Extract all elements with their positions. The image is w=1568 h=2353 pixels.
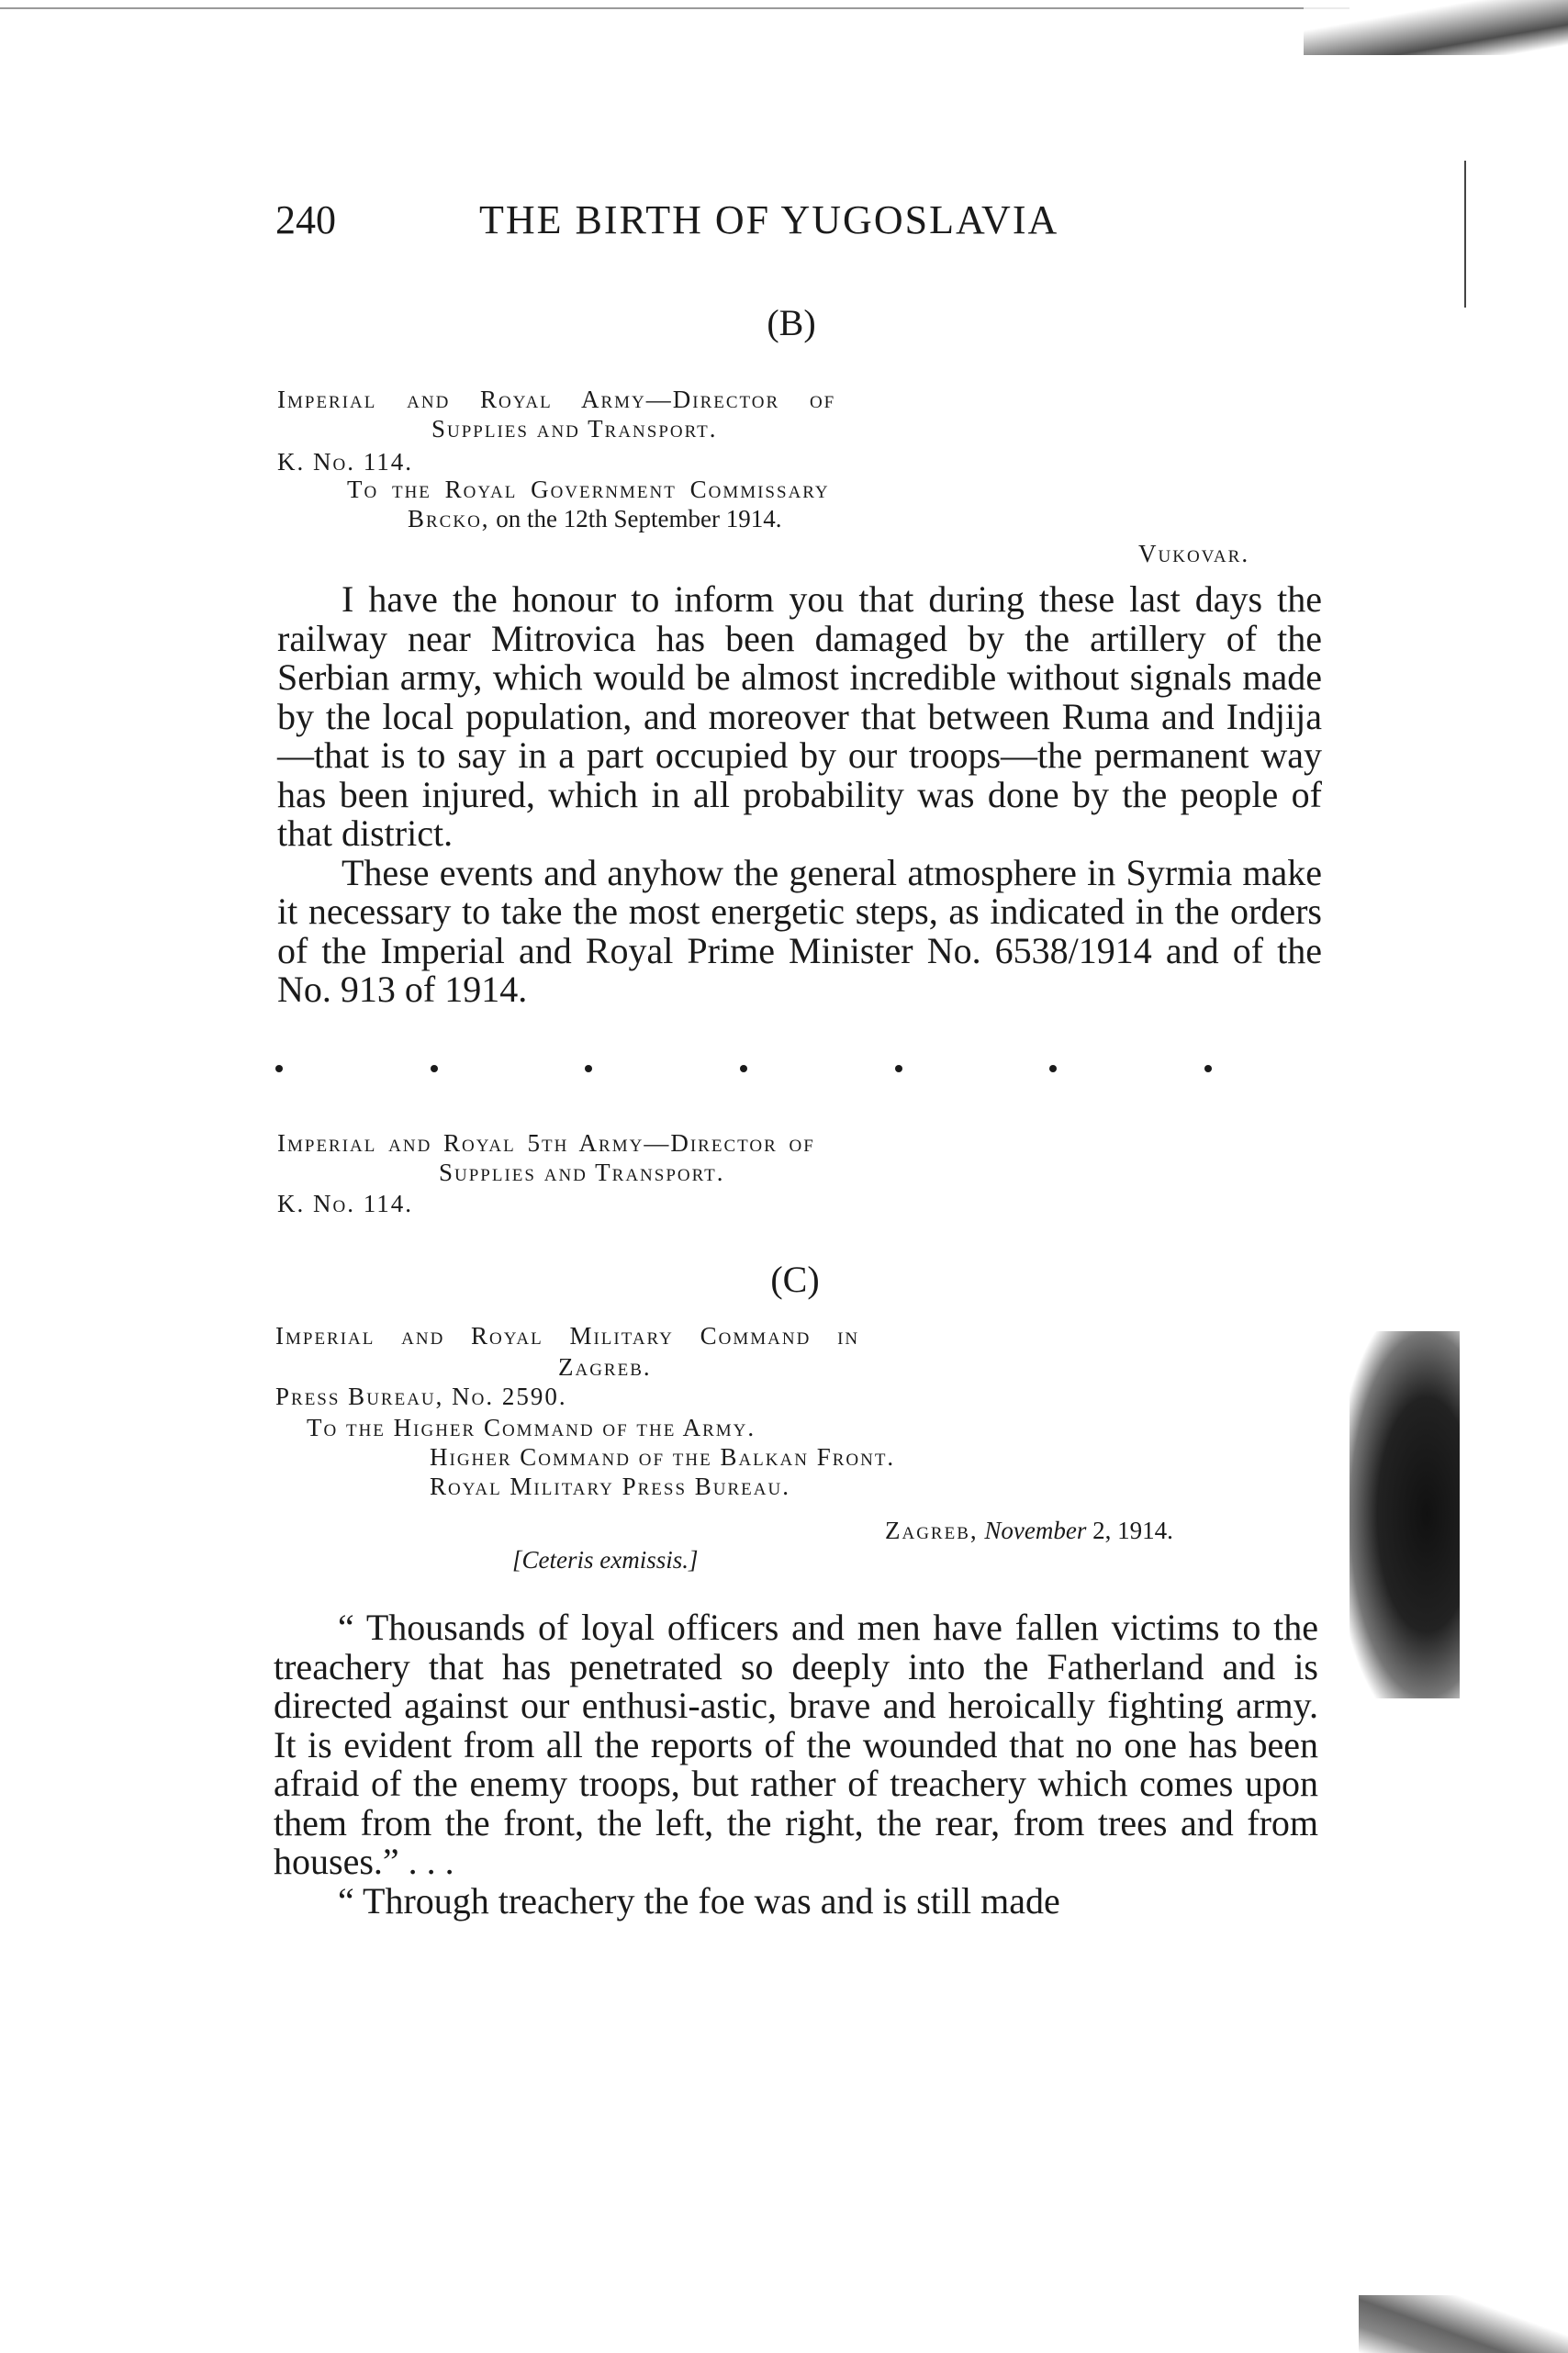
scan-top-rule [0, 7, 1350, 9]
scan-bottom-shadow [1359, 2295, 1568, 2353]
section-b-heading-line1: Imperial and Royal Army—Director of [277, 386, 836, 413]
section-b-sign-ref: K. No. 114. [277, 1190, 413, 1217]
section-c-press-line: Press Bureau, No. 2590. [275, 1383, 567, 1410]
ellipsis-dot [1204, 1065, 1212, 1072]
running-title: THE BIRTH OF YUGOSLAVIA [479, 197, 1059, 242]
section-c-paragraph-1: “ Thousands of loyal officers and men have fallen victims to the treachery that has penetrated so deeply into the Fatherland and is directed against our enthusi-astic, brave and heroically fighting army. It is evident from all the reports of the wounded that no one has been afraid of the enemy troops, but rather of treachery which comes upon them from the front, the left, the right, the rear, from trees and from houses.” . . . [274, 1607, 1318, 1882]
section-b-place: Brcko, [408, 505, 490, 532]
section-b-ref: K. No. 114. [277, 448, 413, 476]
section-b-place-date [408, 505, 782, 533]
section-c-date-rest: 2, 1914. [1086, 1517, 1173, 1544]
section-c-to-line3: Royal Military Press Bureau. [430, 1473, 790, 1500]
section-c-label: (C) [770, 1259, 820, 1300]
section-c-place: Zagreb, [885, 1517, 979, 1544]
section-c-heading-line1: Imperial and Royal Military Command in [275, 1322, 860, 1350]
section-b-sign-line2: Supplies and Transport. [439, 1159, 725, 1186]
ellipsis-dot [431, 1065, 438, 1072]
ellipsis-dot [895, 1065, 902, 1072]
section-b-destination: Vukovar. [1138, 540, 1250, 567]
section-c-body [274, 1608, 1318, 1921]
section-b-sign-line1: Imperial and Royal 5th Army—Director of [277, 1129, 815, 1157]
section-b-paragraph-2: These events and anyhow the general atmosphere in Syrmia make it necessary to take the most energetic steps, as indicated in the orders of the Imperial and Royal Prime Minister No. 6538/1914 and of the No. 913 of 1914. [277, 851, 1322, 1010]
ellipsis-dot [275, 1065, 283, 1072]
section-b-heading-line2: Supplies and Transport. [431, 415, 718, 443]
section-c-ceteris: [Ceteris exmissis.] [512, 1546, 699, 1574]
ellipsis-dot [740, 1065, 747, 1072]
page-number: 240 [275, 197, 336, 242]
section-c-to-line1: To the Higher Command of the Army. [307, 1414, 756, 1441]
scan-margin-mark [1464, 161, 1466, 308]
section-b-body [277, 580, 1322, 1010]
scan-spine-shadow [1350, 1331, 1460, 1698]
ellipsis-row [275, 1065, 1212, 1072]
section-c-paragraph-2: “ Through treachery the foe was and is still made [338, 1879, 1060, 1922]
scan-corner-shadow [1304, 0, 1568, 55]
section-c-to-line2: Higher Command of the Balkan Front. [430, 1443, 896, 1471]
section-b-paragraph-1: I have the honour to inform you that during these last days the railway near Mitrovica has been damaged by the artillery of the Serbian army, which would be almost incredible without signals made by the local population, and moreover that between Ruma and Indjija—that is to say in a part occupied by our troops—the permanent way has been injured, which in all probability was done by the people of that district. [277, 578, 1322, 854]
section-b-label: (B) [767, 302, 816, 343]
section-c-date-month: November [984, 1517, 1087, 1544]
section-b-to-line: To the Royal Government Commissary [347, 476, 830, 503]
ellipsis-dot [1049, 1065, 1057, 1072]
ellipsis-dot [585, 1065, 592, 1072]
section-c-place-date [885, 1517, 1173, 1545]
section-c-heading-line2: Zagreb. [558, 1353, 652, 1381]
section-b-date: on the 12th September 1914. [489, 505, 782, 532]
